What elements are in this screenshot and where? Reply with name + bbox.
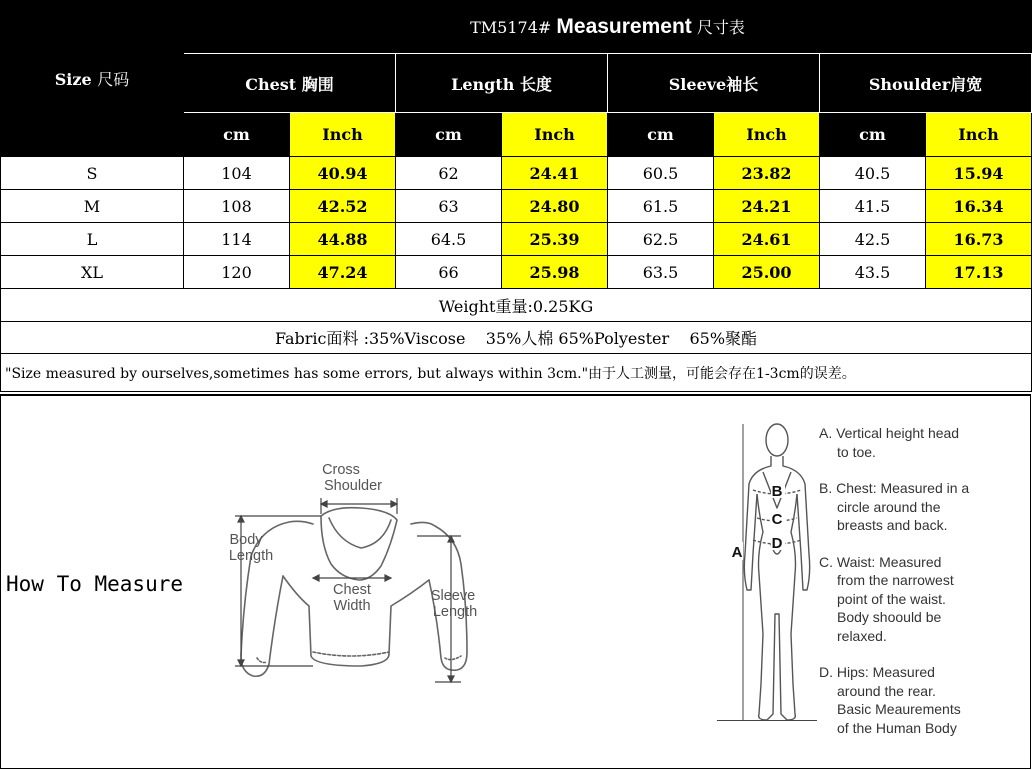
cell-value: 24.61 bbox=[714, 223, 820, 256]
cell-value: 40.94 bbox=[290, 157, 396, 190]
cell-value: 16.34 bbox=[926, 190, 1032, 223]
unit-inch: Inch bbox=[926, 113, 1032, 157]
letter-d: D bbox=[771, 535, 783, 552]
cell-value: 63.5 bbox=[608, 256, 714, 289]
cell-value: 17.13 bbox=[926, 256, 1032, 289]
legend-a-line: to toe. bbox=[837, 443, 876, 460]
size-label: Size bbox=[54, 70, 92, 89]
legend-b-head: B. Chest: Measured in a bbox=[819, 480, 970, 496]
legend-a-head: A. Vertical height head bbox=[819, 425, 960, 441]
cell-value: 25.00 bbox=[714, 256, 820, 289]
legend-b-line: circle around the bbox=[837, 498, 941, 515]
unit-cm: cm bbox=[184, 113, 290, 157]
body-length-label-2: Length bbox=[228, 548, 274, 564]
cell-value: 43.5 bbox=[820, 256, 926, 289]
sleeve-length-label-2: Length bbox=[432, 604, 478, 620]
cell-value: 40.5 bbox=[820, 157, 926, 190]
unit-cm: cm bbox=[608, 113, 714, 157]
legend-c-line: relaxed. bbox=[837, 627, 887, 644]
how-to-measure-label: How To Measure bbox=[6, 572, 184, 596]
unit-inch: Inch bbox=[714, 113, 820, 157]
unit-inch: Inch bbox=[502, 113, 608, 157]
measurement-legend bbox=[819, 424, 1029, 755]
group-shoulder: Shoulder肩宽 bbox=[820, 54, 1032, 113]
group-length: Length 长度 bbox=[396, 54, 608, 113]
legend-d-line: of the Human Body bbox=[837, 719, 957, 736]
legend-d-line: Basic Meaurements bbox=[837, 701, 961, 717]
cell-value: 16.73 bbox=[926, 223, 1032, 256]
body-diagram bbox=[717, 414, 817, 744]
row-size: L bbox=[1, 223, 184, 256]
cell-value: 25.39 bbox=[502, 223, 608, 256]
cell-value: 15.94 bbox=[926, 157, 1032, 190]
cell-value: 44.88 bbox=[290, 223, 396, 256]
cell-value: 25.98 bbox=[502, 256, 608, 289]
legend-d-line: around the rear. bbox=[837, 682, 936, 699]
title-main: Measurement bbox=[556, 15, 692, 38]
cell-value: 63 bbox=[396, 190, 502, 223]
legend-c-line: Body shoould be bbox=[837, 609, 942, 625]
table-row bbox=[1, 256, 1032, 289]
body-length-label-1: Body bbox=[229, 532, 263, 548]
legend-item-c bbox=[819, 553, 1029, 646]
unit-cm: cm bbox=[820, 113, 926, 157]
cell-value: 41.5 bbox=[820, 190, 926, 223]
title-cn: 尺寸表 bbox=[696, 18, 745, 37]
sweater-diagram bbox=[221, 456, 481, 696]
legend-c-line: from the narrowest bbox=[837, 572, 954, 588]
cell-value: 104 bbox=[184, 157, 290, 190]
legend-item-a bbox=[819, 424, 1029, 461]
fabric-row: Fabric面料 :35%Viscose 35%人棉 65%Polyester 65%聚酯 bbox=[1, 322, 1032, 354]
cell-value: 42.52 bbox=[290, 190, 396, 223]
letter-a: A bbox=[731, 544, 743, 561]
cell-value: 24.80 bbox=[502, 190, 608, 223]
cell-value: 42.5 bbox=[820, 223, 926, 256]
legend-b-line: breasts and back. bbox=[837, 517, 948, 533]
letter-b: B bbox=[771, 483, 783, 500]
row-size: M bbox=[1, 190, 184, 223]
cell-value: 60.5 bbox=[608, 157, 714, 190]
unit-inch: Inch bbox=[290, 113, 396, 157]
cell-value: 24.21 bbox=[714, 190, 820, 223]
table-row bbox=[1, 190, 1032, 223]
group-chest: Chest 胸围 bbox=[184, 54, 396, 113]
how-to-measure-panel bbox=[0, 394, 1031, 769]
row-size: XL bbox=[1, 256, 184, 289]
cell-value: 24.41 bbox=[502, 157, 608, 190]
unit-cm: cm bbox=[396, 113, 502, 157]
cell-value: 62.5 bbox=[608, 223, 714, 256]
cell-value: 61.5 bbox=[608, 190, 714, 223]
cell-value: 62 bbox=[396, 157, 502, 190]
table-row bbox=[1, 223, 1032, 256]
cell-value: 47.24 bbox=[290, 256, 396, 289]
table-row bbox=[1, 157, 1032, 190]
chest-width-label-2: Width bbox=[333, 598, 371, 614]
title-code: TM5174# bbox=[470, 18, 552, 37]
letter-c: C bbox=[771, 511, 783, 528]
cross-shoulder-label-1: Cross bbox=[322, 462, 360, 478]
cell-value: 108 bbox=[184, 190, 290, 223]
legend-item-d bbox=[819, 663, 1029, 737]
legend-item-b bbox=[819, 479, 1029, 535]
table-title bbox=[184, 1, 1032, 54]
cell-value: 23.82 bbox=[714, 157, 820, 190]
note-row: "Size measured by ourselves,sometimes has some errors, but always within 3cm."由于人工测量，可能会存在1-3cm的误差。 bbox=[1, 354, 1032, 392]
sleeve-length-label-1: Sleeve bbox=[430, 588, 476, 604]
cell-value: 66 bbox=[396, 256, 502, 289]
cell-value: 64.5 bbox=[396, 223, 502, 256]
legend-c-line: point of the waist. bbox=[837, 590, 946, 607]
group-sleeve: Sleeve袖长 bbox=[608, 54, 820, 113]
legend-c-head: C. Waist: Measured bbox=[819, 553, 942, 570]
cell-value: 120 bbox=[184, 256, 290, 289]
cross-shoulder-label-2: Shoulder bbox=[323, 478, 383, 494]
size-cn: 尺码 bbox=[97, 70, 130, 89]
size-header bbox=[1, 1, 184, 157]
weight-row: Weight重量:0.25KG bbox=[1, 289, 1032, 322]
legend-d-head: D. Hips: Measured bbox=[819, 664, 935, 680]
chest-width-label-1: Chest bbox=[333, 582, 371, 598]
cell-value: 114 bbox=[184, 223, 290, 256]
row-size: S bbox=[1, 157, 184, 190]
